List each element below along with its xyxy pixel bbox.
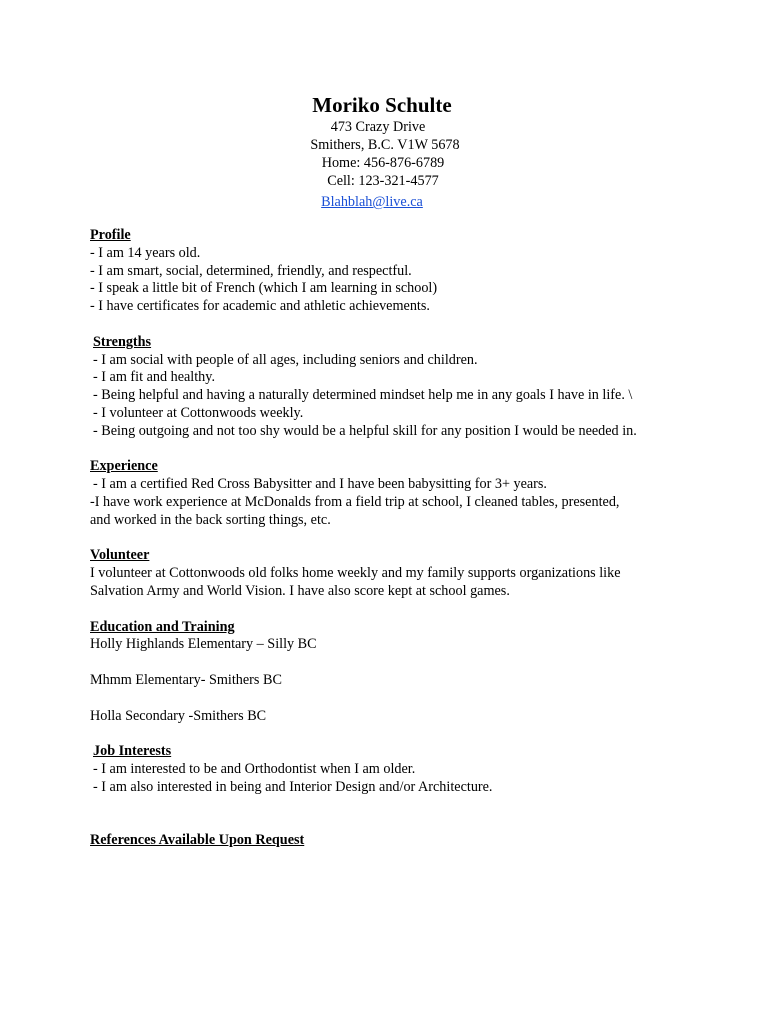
profile-section [90,227,690,316]
volunteer-text: Salvation Army and World Vision. I have also score kept at school games. [90,582,510,599]
profile-item: - I am smart, social, determined, friendly, and respectful. [90,262,412,279]
job-interests-section [90,743,690,796]
job-interest-item: - I am also interested in being and Interior Design and/or Architecture. [93,778,493,795]
references-note: References Available Upon Request [90,832,305,849]
resume-body [90,227,690,850]
experience-heading: Experience [90,458,158,475]
cell-phone: Cell: 123-321-4577 [327,173,439,189]
experience-section [90,458,690,529]
strengths-item: - Being helpful and having a naturally determined mindset help me in any goals I have in life. \ [93,387,633,404]
profile-item: - I have certificates for academic and athletic achievements. [90,298,430,315]
strengths-item: - Being outgoing and not too shy would be a helpful skill for any position I would be needed in. [93,422,637,439]
school-entry: Holly Highlands Elementary – Silly BC [90,636,317,653]
school-entry: Mhmm Elementary- Smithers BC [90,671,282,688]
experience-item: - I am a certified Red Cross Babysitter and I have been babysitting for 3+ years. [93,476,547,493]
job-interest-item: - I am interested to be and Orthodontist when I am older. [93,760,416,777]
school-entry: Holla Secondary -Smithers BC [90,707,267,724]
contact-header [0,92,768,211]
strengths-item: - I am social with people of all ages, including seniors and children. [93,351,478,368]
strengths-heading: Strengths [93,333,152,350]
experience-item: -I have work experience at McDonalds from a field trip at school, I cleaned tables, presented, [90,493,620,510]
volunteer-section [90,547,690,600]
education-heading: Education and Training [90,618,235,635]
spacer [90,654,690,672]
home-phone: Home: 456-876-6789 [321,155,445,171]
profile-heading: Profile [90,227,131,243]
street-address: 473 Crazy Drive [330,119,426,135]
applicant-name: Moriko Schulte [312,93,452,117]
email-link[interactable]: Blahblah@live.ca [321,194,423,210]
volunteer-text: I volunteer at Cottonwoods old folks home weekly and my family supports organizations like [90,565,621,582]
spacer [90,814,690,832]
job-interests-heading: Job Interests [93,743,172,760]
strengths-item: - I volunteer at Cottonwoods weekly. [93,404,304,421]
volunteer-heading: Volunteer [90,547,150,564]
strengths-section [90,334,690,441]
city-postal: Smithers, B.C. V1W 5678 [310,137,460,153]
spacer [90,690,690,708]
profile-item: - I am 14 years old. [90,244,201,261]
strengths-item: - I am fit and healthy. [93,369,215,386]
education-section [90,619,690,726]
profile-item: - I speak a little bit of French (which I am learning in school) [90,280,438,297]
experience-item-continued: and worked in the back sorting things, etc. [90,511,331,528]
